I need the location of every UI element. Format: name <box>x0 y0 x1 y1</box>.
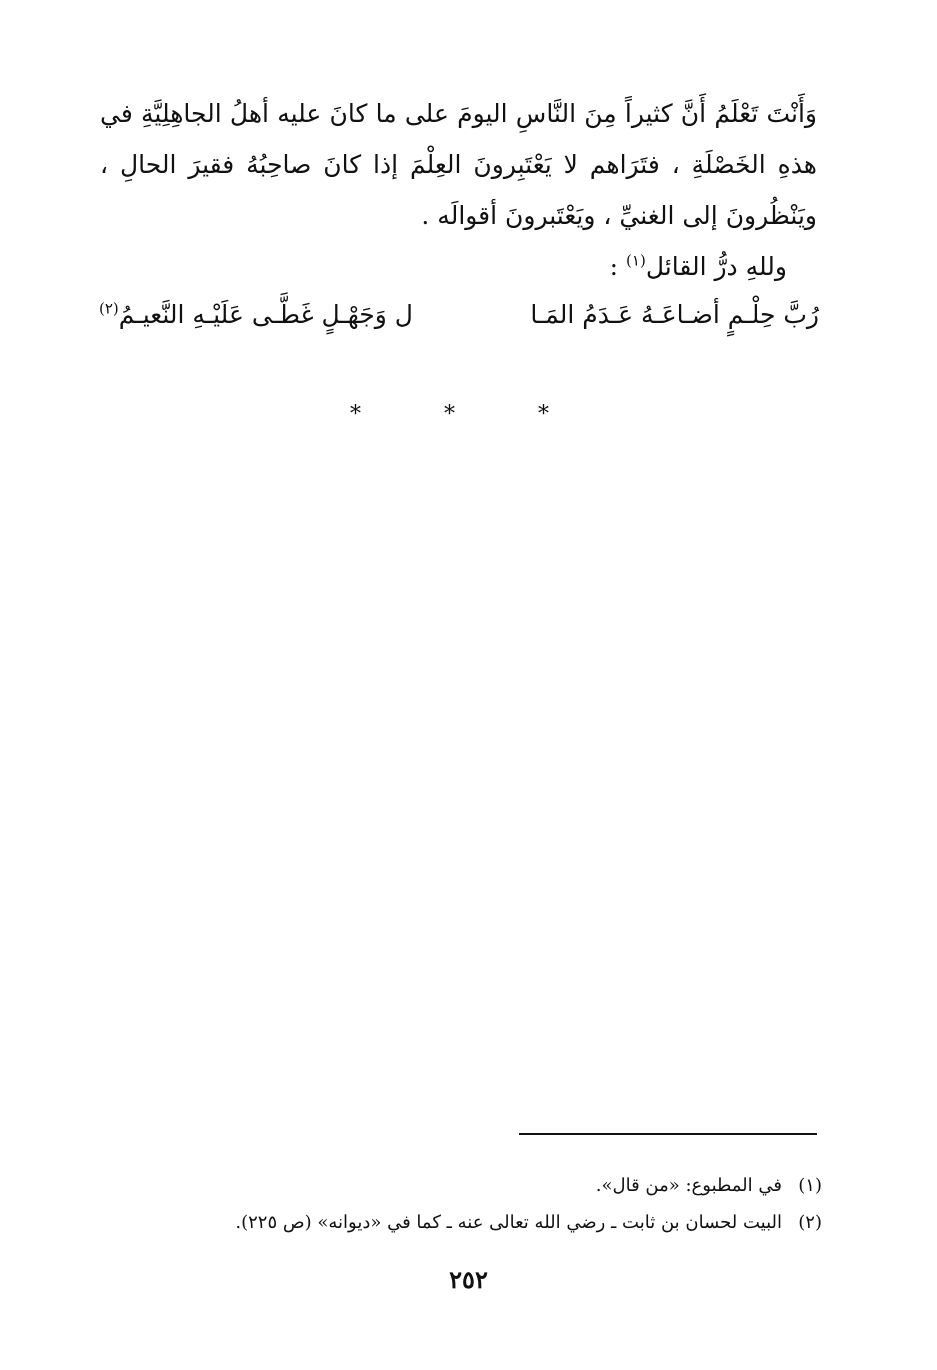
verse-first-hemistich: رُبَّ حِلْـمٍ أضـاعَـهُ عَـدَمُ المَـا <box>530 300 819 329</box>
verse-second-hemistich <box>99 300 413 329</box>
footnote-1 <box>120 1173 822 1199</box>
footnote-2-number: (٢) <box>798 1212 822 1233</box>
body-line-2: هذهِ الخَصْلَةِ ، فتَرَاهم لا يَعْتَبِرونَ العِلْمَ إذا كانَ صاحِبُهُ فقيرَ الحالِ ، <box>100 150 817 179</box>
verse-intro-text: وللهِ درُّ القائل <box>645 252 787 281</box>
footnote-2-text: البيت لحسان بن ثابت ـ رضي الله تعالى عنه ـ كما في «ديوانه» (ص ٢٢٥). <box>235 1212 782 1233</box>
footnote-1-text: في المطبوع: «من قال». <box>595 1175 782 1196</box>
body-line-3: ويَنْظُرونَ إلى الغنيِّ ، ويَعْتَبرونَ أقوالَه . <box>421 201 817 230</box>
poem-verse <box>99 300 819 340</box>
body-line-1: وَأَنْتَ تَعْلَمُ أَنَّ كثيراً مِنَ النَّاسِ اليومَ على ما كانَ عليه أهلُ الجاهِلِيَّةِ في <box>100 99 817 128</box>
verse-second-hemistich-text: ل وَجَهْـلٍ غَطَّـى عَلَيْـهِ النَّعيـمُ <box>118 300 413 329</box>
page-number: ٢٥٢ <box>449 1265 488 1294</box>
verse-intro-line <box>100 250 787 284</box>
footnote-ref-1: (١) <box>626 251 646 270</box>
footnote-divider <box>519 1133 817 1135</box>
section-separator-stars: * * * <box>350 402 587 427</box>
footnote-2 <box>120 1210 822 1236</box>
verse-intro-colon: : <box>609 252 619 281</box>
footnote-ref-2: (٢) <box>99 299 119 318</box>
footnote-1-number: (١) <box>798 1175 822 1196</box>
